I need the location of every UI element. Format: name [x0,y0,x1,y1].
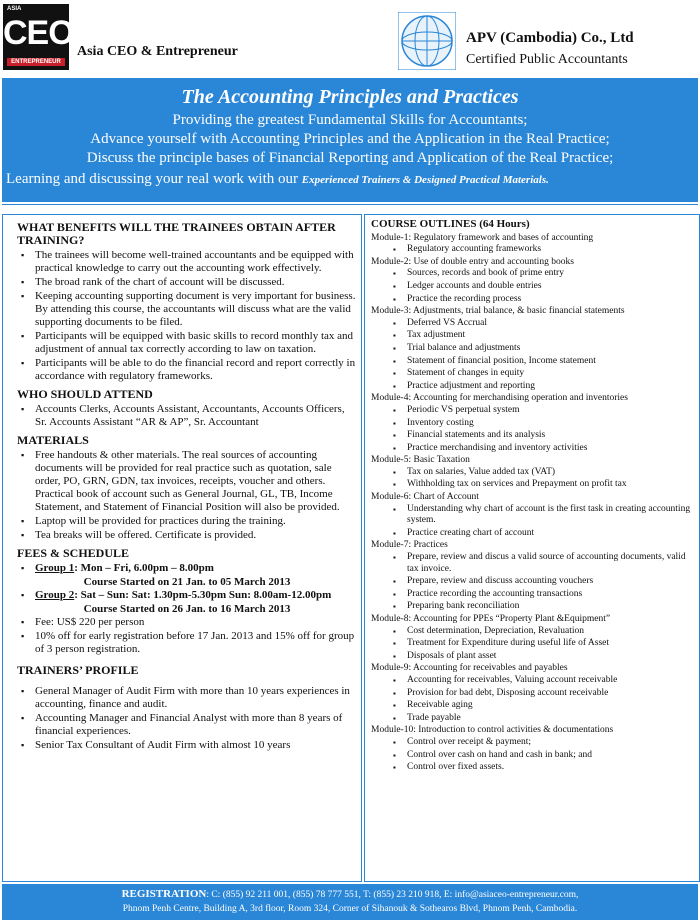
right-org-subtitle: Certified Public Accountants [466,52,628,67]
module-topics [371,405,697,454]
module-title: Module-8: Accounting for PPEs “Property Plant &Equipment” [371,614,611,624]
list-item: ▪ Preparing bank reconciliation [407,601,697,613]
materials-heading: MATERIALS [17,433,89,447]
module-topics [371,675,697,724]
group-1-schedule [35,562,357,575]
list-item: ▪ Statement of changes in equity [407,368,697,380]
list-item: ▪ Accounting for receivables, Valuing account receivable [407,675,697,687]
header [0,0,700,76]
list-item: ▪ Free handouts & other materials. The real sources of accounting documents will be provided for real practice such as quotation, sale order, PO, GRN, GDN, tax invoices, receipts, voucher and others. Practical book of account such as General Journal, GL, TB, Income Statement, and Statement of Financial Position will also be provided. [35,449,357,514]
right-org-name: APV (Cambodia) Co., Ltd [466,30,634,46]
trainers-heading: TRAINERS’ PROFILE [17,663,139,677]
group-1-time: : Mon – Fri, 6.00pm – 8.00pm [74,562,214,574]
module-title: Module-5: Basic Taxation [371,455,470,466]
list-item: ▪ Regulatory accounting frameworks [407,244,697,256]
list-item: ▪ Practice merchandising and inventory activities [407,443,697,455]
list-item: ▪ Practice adjustment and reporting [407,381,697,393]
list-item: ▪ Statement of financial position, Income statement [407,356,697,368]
list-item: ▪ Laptop will be provided for practices during the training. [35,515,357,528]
apv-globe-logo [398,12,456,70]
banner-line-4 [6,171,698,188]
list-item: ▪ Disposals of plant asset [407,651,697,663]
list-item: ▪ Understanding why chart of account is the first task in creating accounting system. [407,504,697,527]
list-item: ▪ Inventory costing [407,418,697,430]
module-title: Module-6: Chart of Account [371,492,479,503]
left-column [2,214,362,882]
list-item: ▪ Control over cash on hand and cash in bank; and [407,750,697,762]
module-topics [371,467,697,491]
list-item: ▪ Tax adjustment [407,330,697,342]
group-1-label: Group 1 [35,562,75,574]
module-title: Module-3: Adjustments, trial balance, & basic financial statements [371,306,625,317]
module-topics [371,268,697,305]
list-item: ▪ Keeping accounting supporting document is very important for business. By attending this course, the accountants will discuss what are the valid supporting documents to be filed. [35,290,357,329]
list-item: ▪ Deferred VS Accrual [407,318,697,330]
list-item: ▪ Control over fixed assets. [407,762,697,774]
list-item: ▪ Practice the recording process [407,294,697,306]
attend-list [17,403,357,429]
list-item: ▪ Ledger accounts and double entries [407,281,697,293]
group-2-time: : Sat – Sun: Sat: 1.30pm-5.30pm Sun: 8.00am-12.00pm [74,589,332,601]
asia-ceo-logo [3,4,74,70]
list-item: ▪ The trainees will become well-trained accountants and be equipped with practical knowledge to carry out the accounting work effectively. [35,249,357,275]
banner-line-3: Discuss the principle bases of Financial Reporting and Application of the Real Practice; [86,150,614,166]
course-title: The Accounting Principles and Practices [181,86,519,108]
schedule-list [17,562,357,575]
group-2-label: Group 2 [35,589,75,601]
modules-container [371,233,697,774]
module-title: Module-1: Regulatory framework and bases of accounting [371,232,594,243]
list-item: ▪ Fee: US$ 220 per person [35,616,357,629]
module-topics [371,504,697,540]
registration-label: REGISTRATION [121,888,207,900]
list-item: ▪ Accounts Clerks, Accounts Assistant, Accountants, Accounts Officers, Sr. Accounts Assistant “AR & AP”, Sr. Accountant [35,403,357,429]
divider [2,204,698,213]
group-2-course-dates: Course Started on 26 Jan. to 16 March 2013 [83,603,291,615]
module-topics [371,737,697,774]
fees-list [17,616,357,656]
group-1-course-dates: Course Started on 21 Jan. to 05 March 2013 [83,576,291,588]
logo-strip: ENTREPRENEUR [7,58,65,66]
banner-line-4-emphasis: Experienced Trainers & Designed Practical Materials. [301,174,549,186]
list-item: ▪ Trial balance and adjustments [407,343,697,355]
module-topics [371,626,697,663]
title-banner [2,78,698,202]
materials-list [17,449,357,542]
registration-footer [2,884,698,920]
list-item: ▪ Tea breaks will be offered. Certificate is provided. [35,529,357,542]
benefits-heading: WHAT BENEFITS WILL THE TRAINEES OBTAIN AFTER TRAINING? [17,220,336,247]
list-item: ▪ The broad rank of the chart of account will be discussed. [35,276,357,289]
list-item: ▪ Sources, records and book of prime entry [407,268,697,280]
right-column [364,214,700,882]
list-item: ▪ General Manager of Audit Firm with more than 10 years experiences in accounting, finance and audit. [35,685,357,711]
trainers-list [17,685,357,752]
list-item: ▪ Receivable aging [407,700,697,712]
list-item: ▪ Prepare, review and discuss accounting vouchers [407,576,697,588]
list-item: ▪ Control over receipt & payment; [407,737,697,749]
list-item: ▪ Provision for bad debt, Disposing account receivable [407,688,697,700]
banner-line-1: Providing the greatest Fundamental Skills for Accountants; [172,112,528,128]
list-item: ▪ Tax on salaries, Value added tax (VAT) [407,467,697,479]
module-title: Module-7: Practices [371,540,448,551]
module-title: Module-9: Accounting for receivables and payables [371,663,568,674]
module-topics [371,244,697,256]
footer-address: Phnom Penh Centre, Building A, 3rd floor, Room 324, Corner of Sihanouk & Sothearos Blvd, Phnom Penh, Cambodia. [122,904,578,914]
list-item: ▪ Treatment for Expenditure during useful life of Asset [407,638,697,650]
logo-ceo-text: CEO [3,14,74,52]
logo-asia-text: ASIA [7,6,22,12]
list-item: ▪ Financial statements and its analysis [407,430,697,442]
list-item: ▪ 10% off for early registration before 17 Jan. 2013 and 15% off for group of 3 person registration. [35,630,357,656]
list-item: ▪ Periodic VS perpetual system [407,405,697,417]
module-topics [371,552,697,613]
module-title: Module-2: Use of double entry and accounting books [371,256,574,267]
list-item: ▪ Senior Tax Consultant of Audit Firm with almost 10 years [35,739,357,752]
list-item: ▪ Participants will be equipped with basic skills to record monthly tax and adjustment of annual tax correctly according to law on taxation. [35,330,357,356]
fees-heading: FEES & SCHEDULE [17,546,130,560]
course-outlines-heading: COURSE OUTLINES (64 Hours) [371,218,530,230]
list-item: ▪ Prepare, review and discus a valid source of accounting documents, valid tax invoice. [407,552,697,575]
list-item: ▪ Accounting Manager and Financial Analyst with more than 8 years of financial experiences. [35,712,357,738]
list-item: ▪ Cost determination, Depreciation, Revaluation [407,626,697,638]
left-org-name: Asia CEO & Entrepreneur [77,44,238,59]
schedule-list-2 [17,589,357,602]
module-title: Module-4: Accounting for merchandising operation and inventories [371,393,628,404]
footer-line-1 [2,884,698,902]
list-item: ▪ Withholding tax on services and Prepayment on profit tax [407,479,697,491]
list-item: ▪ Practice creating chart of account [407,528,697,540]
footer-contacts: : C: (855) 92 211 001, (855) 78 777 551, T: (855) 23 210 918, E: info@asiaceo-entrepreneur.com, [206,890,579,900]
list-item: ▪ Participants will be able to do the financial record and report correctly in accordance with regulatory frameworks. [35,357,357,383]
benefits-list [17,249,357,383]
module-topics [371,318,697,393]
group-2-schedule [35,589,357,602]
module-title: Module-10: Introduction to control activities & documentations [371,725,614,736]
list-item: ▪ Trade payable [407,713,697,725]
list-item: ▪ Practice recording the accounting transactions [407,589,697,601]
banner-line-4-plain: Learning and discussing your real work with our [6,171,302,187]
attend-heading: WHO SHOULD ATTEND [17,387,153,401]
banner-line-2: Advance yourself with Accounting Principles and the Application in the Real Practice; [90,131,610,147]
